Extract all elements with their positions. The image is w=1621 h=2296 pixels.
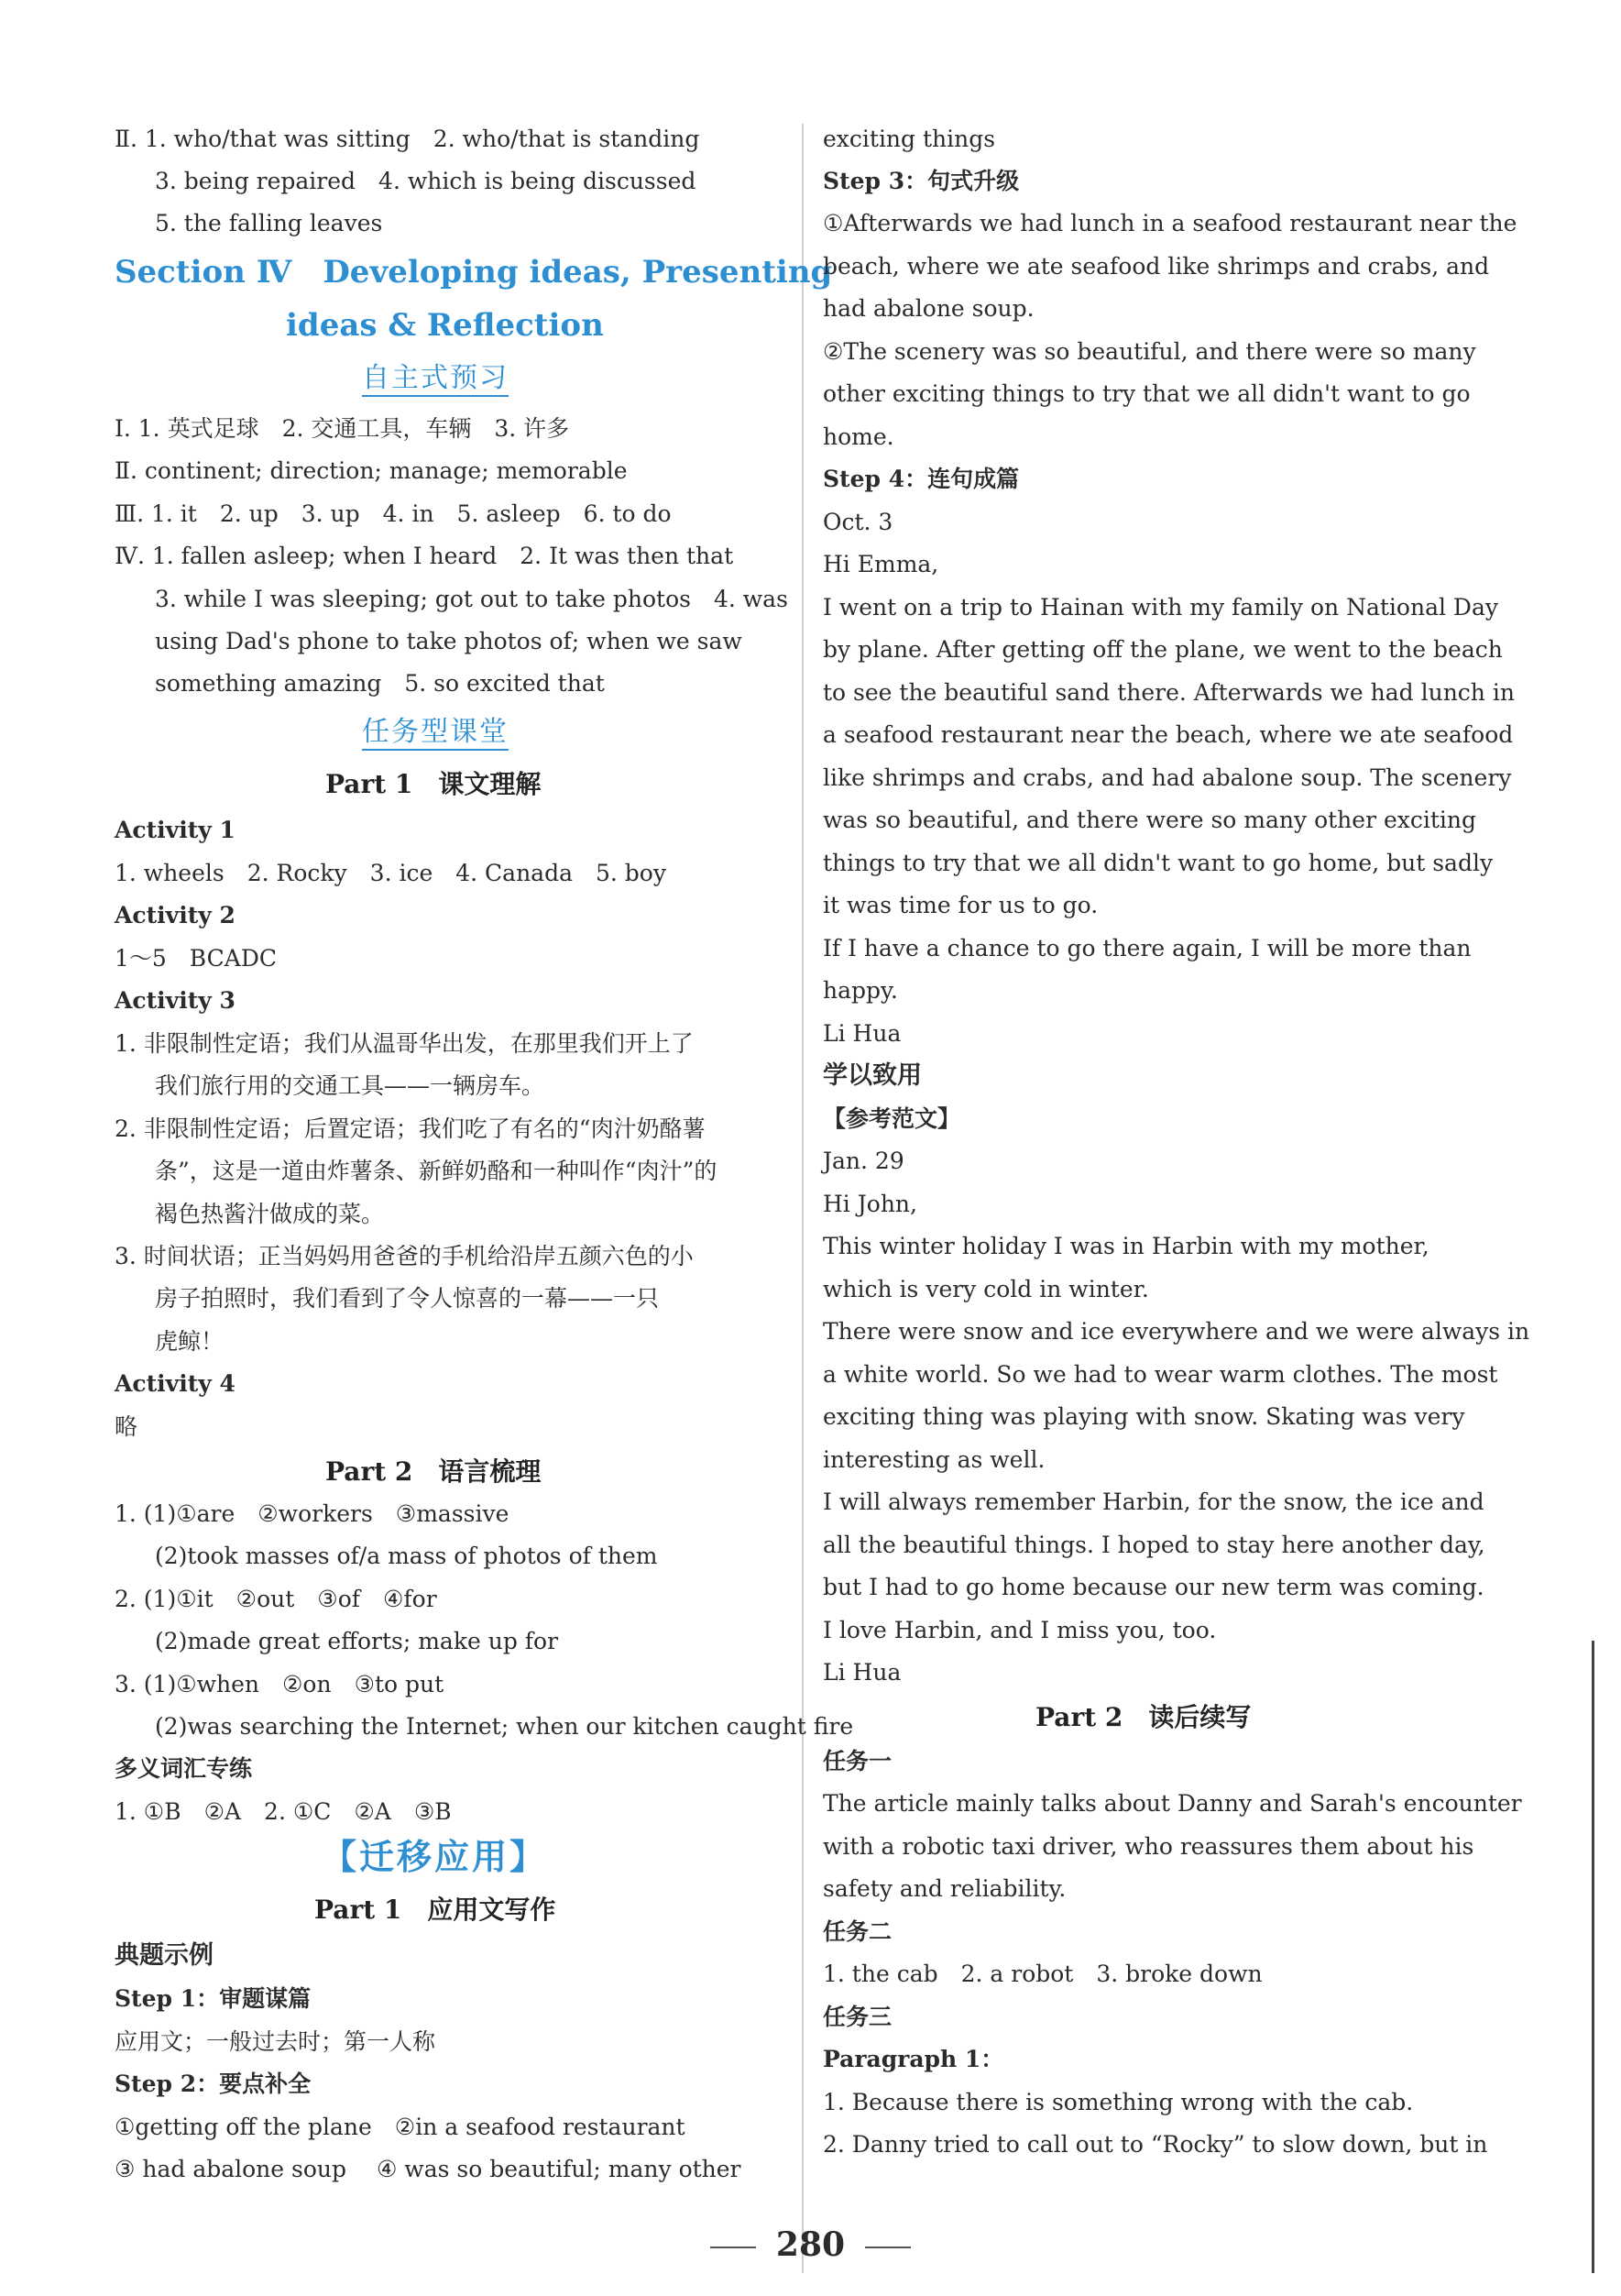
answer-line: 褐色热酱汁做成的菜。 <box>155 1201 385 1227</box>
column-divider <box>802 124 804 2273</box>
letter-line: was so beautiful, and there were so many other exciting <box>823 807 1477 833</box>
letter-line: a seafood restaurant near the beach, where we ate seafood <box>823 721 1514 748</box>
letter-line: exciting thing was playing with snow. Skating was very <box>823 1403 1465 1430</box>
apply-label: 学以致用 <box>823 1061 922 1090</box>
step-label: Step 2：要点补全 <box>115 2071 312 2097</box>
section-title: Section Ⅳ Developing ideas, Presenting <box>115 254 833 291</box>
answer-line: 房子拍照时，我们看到了令人惊喜的一幕——一只 <box>155 1285 660 1312</box>
activity-label: Activity 1 <box>115 817 235 843</box>
answer-line: Ⅱ. 1. who/that was sitting 2. who/that is standing <box>115 126 700 152</box>
answer-line: 1. 非限制性定语；我们从温哥华出发，在那里我们开上了 <box>115 1030 694 1057</box>
letter-line: all the beautiful things. I hoped to stay here another day, <box>823 1532 1485 1558</box>
page-number <box>0 2225 1621 2264</box>
answer-line: 我们旅行用的交通工具——一辆房车。 <box>155 1072 545 1099</box>
letter-line: by plane. After getting off the plane, we went to the beach <box>823 636 1503 663</box>
answer-line: Ⅱ. continent; direction; manage; memorable <box>115 457 628 484</box>
answer-line: 3. 时间状语；正当妈妈用爸爸的手机给沿岸五颜六色的小 <box>115 1243 694 1269</box>
answer-line: 1～5 BCADC <box>115 945 278 972</box>
answer-line: other exciting things to try that we all didn't want to go <box>823 380 1471 407</box>
letter-line: things to try that we all didn't want to go home, but sadly <box>823 850 1494 876</box>
answer-line: beach, where we ate seafood like shrimps and crabs, and <box>823 253 1490 280</box>
answer-line: 1. the cab 2. a robot 3. broke down <box>823 1961 1263 1987</box>
answer-line: something amazing 5. so excited that <box>155 670 605 697</box>
letter-line: This winter holiday I was in Harbin with my mother, <box>823 1233 1429 1259</box>
letter-line: Oct. 3 <box>823 509 893 535</box>
step-label: Step 1：审题谋篇 <box>115 1985 312 2012</box>
answer-line: The article mainly talks about Danny and Sarah's encounter <box>823 1790 1522 1817</box>
answer-line: (2)made great efforts; make up for <box>155 1628 559 1654</box>
answer-line: home. <box>823 423 894 450</box>
part-title: Part 2 读后续写 <box>1035 1702 1252 1732</box>
letter-line: interesting as well. <box>823 1446 1046 1473</box>
sample-label: 【参考范文】 <box>823 1105 961 1132</box>
task-label: 任务三 <box>823 2004 893 2030</box>
step-label: Step 3：句式升级 <box>823 168 1020 194</box>
answer-line: 略 <box>115 1413 138 1440</box>
letter-line: which is very cold in winter. <box>823 1276 1149 1302</box>
letter-line: Li Hua <box>823 1659 902 1686</box>
answer-line: (2)was searching the Internet; when our kitchen caught fire <box>155 1713 854 1740</box>
answer-line: 1. ①B ②A 2. ①C ②A ③B <box>115 1798 452 1825</box>
page-number-text: 280 <box>775 2225 846 2264</box>
heading-task-classroom: 任务型课堂 <box>362 715 509 750</box>
answer-line: 2. (1)①it ②out ③of ④for <box>115 1586 437 1612</box>
letter-line: I will always remember Harbin, for the snow, the ice and <box>823 1489 1484 1515</box>
page-number-dash <box>865 2247 911 2248</box>
activity-label: Activity 3 <box>115 987 235 1014</box>
task-label: 任务一 <box>823 1748 893 1774</box>
letter-line: Hi John, <box>823 1191 917 1217</box>
answer-line: 2. 非限制性定语；后置定语；我们吃了有名的“肉汁奶酪薯 <box>115 1115 706 1142</box>
answer-line: 3. being repaired 4. which is being discussed <box>155 168 696 194</box>
answer-line: (2)took masses of/a mass of photos of them <box>155 1543 658 1569</box>
page-number-dash <box>710 2247 756 2248</box>
answer-line: using Dad's phone to take photos of; when we saw <box>155 628 742 654</box>
answer-line: 应用文；一般过去时；第一人称 <box>115 2028 436 2055</box>
paragraph-label: Paragraph 1： <box>823 2046 1004 2072</box>
answer-line: with a robotic taxi driver, who reassures them about his <box>823 1833 1474 1860</box>
answer-line: 1. wheels 2. Rocky 3. ice 4. Canada 5. boy <box>115 860 666 886</box>
answer-line: ①Afterwards we had lunch in a seafood restaurant near the <box>823 210 1517 236</box>
letter-line: Li Hua <box>823 1020 902 1047</box>
answer-line: 1. Because there is something wrong with the cab. <box>823 2089 1414 2115</box>
answer-line: Ⅰ. 1. 英式足球 2. 交通工具，车辆 3. 许多 <box>115 415 570 442</box>
letter-line: There were snow and ice everywhere and we were always in <box>823 1318 1530 1345</box>
letter-line: I went on a trip to Hainan with my family on National Day <box>823 594 1498 621</box>
answer-line: ②The scenery was so beautiful, and there were so many <box>823 338 1476 365</box>
answer-line: had abalone soup. <box>823 295 1035 322</box>
activity-label: Activity 2 <box>115 902 235 928</box>
answer-line: 1. (1)①are ②workers ③massive <box>115 1500 509 1527</box>
answer-line: safety and reliability. <box>823 1875 1067 1902</box>
section-title-cont: ideas & Reflection <box>286 307 604 344</box>
letter-line: to see the beautiful sand there. Afterwards we had lunch in <box>823 679 1515 706</box>
activity-label: Activity 4 <box>115 1370 235 1397</box>
letter-line: a white world. So we had to wear warm clothes. The most <box>823 1361 1498 1388</box>
heading-transfer: 【迁移应用】 <box>322 1837 548 1877</box>
part-title: Part 2 语言梳理 <box>325 1456 542 1487</box>
answer-line: 虎鲸！ <box>155 1328 225 1355</box>
letter-line: but I had to go home because our new term was coming. <box>823 1574 1484 1600</box>
answer-line: Ⅳ. 1. fallen asleep; when I heard 2. It was then that <box>115 543 734 569</box>
heading-preview: 自主式预习 <box>362 361 509 396</box>
answer-line: 3. (1)①when ②on ③to put <box>115 1671 444 1697</box>
letter-line: like shrimps and crabs, and had abalone soup. The scenery <box>823 764 1512 791</box>
task-label: 任务二 <box>823 1918 893 1945</box>
answer-line: 条”，这是一道由炸薯条、新鲜奶酪和一种叫作“肉汁”的 <box>155 1158 717 1184</box>
letter-line: If I have a chance to go there again, I will be more than <box>823 935 1472 961</box>
answer-line: exciting things <box>823 126 996 152</box>
vocab-label: 多义词汇专练 <box>115 1755 253 1782</box>
answer-line: ③ had abalone soup ④ was so beautiful; many other <box>115 2156 741 2182</box>
answer-line: ①getting off the plane ②in a seafood restaurant <box>115 2114 685 2140</box>
step-label: Step 4：连句成篇 <box>823 466 1020 492</box>
example-label: 典题示例 <box>115 1941 214 1970</box>
letter-line: happy. <box>823 977 898 1004</box>
letter-line: Jan. 29 <box>823 1148 904 1174</box>
letter-line: it was time for us to go. <box>823 892 1099 918</box>
page-edge-rule <box>1592 1641 1594 2273</box>
answer-line: 5. the falling leaves <box>155 210 383 236</box>
part-title: Part 1 应用文写作 <box>314 1895 556 1925</box>
answer-line: 3. while I was sleeping; got out to take photos 4. was <box>155 586 788 612</box>
letter-line: Hi Emma, <box>823 551 939 577</box>
answer-line: Ⅲ. 1. it 2. up 3. up 4. in 5. asleep 6. to do <box>115 500 672 527</box>
part-title: Part 1 课文理解 <box>325 769 542 799</box>
answer-line: 2. Danny tried to call out to “Rocky” to slow down, but in <box>823 2131 1488 2158</box>
letter-line: I love Harbin, and I miss you, too. <box>823 1617 1217 1643</box>
